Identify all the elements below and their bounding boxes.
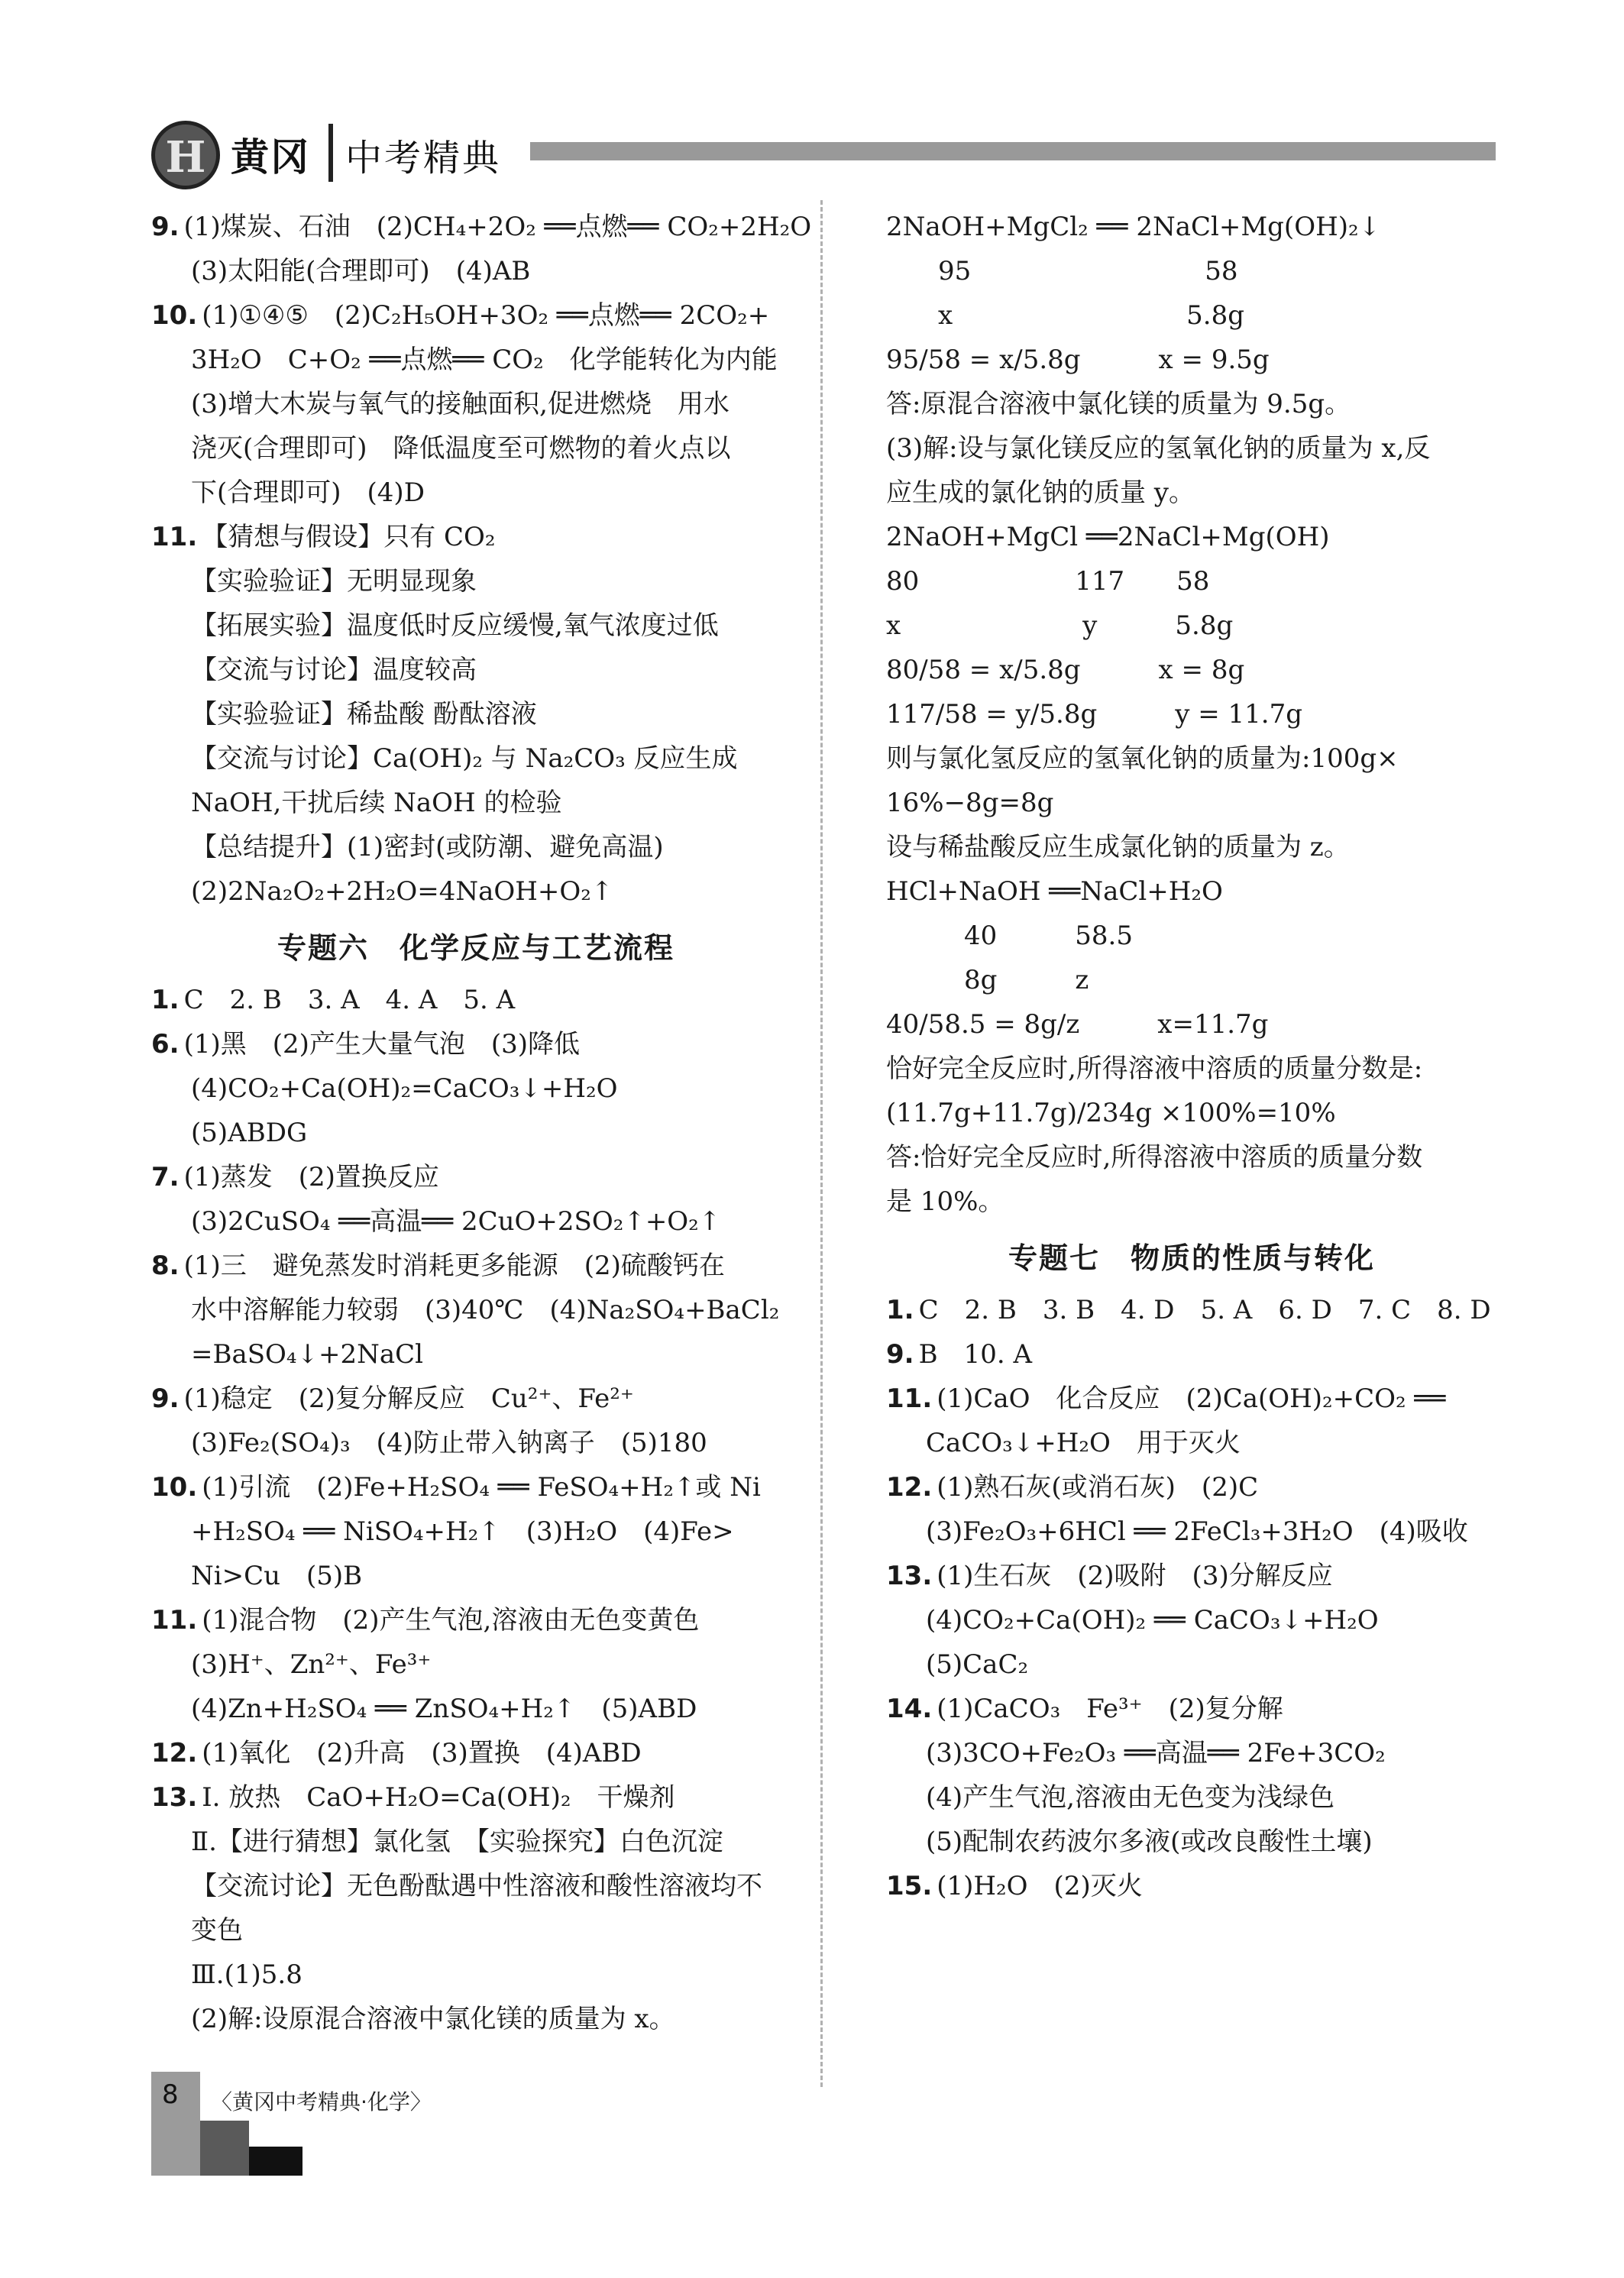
answer-item	[151, 1598, 801, 1642]
answer-text: 2NaOH+MgCl₂ ══ 2NaCl+Mg(OH)₂↓	[886, 212, 1381, 242]
question-number: 11.	[151, 1605, 198, 1636]
answer-line	[886, 603, 1497, 648]
answer-item	[151, 515, 801, 559]
answer-line	[151, 1332, 801, 1377]
question-number: 9.	[886, 1339, 914, 1370]
answer-text: (5)配制农药波尔多液(或改良酸性土壤)	[926, 1827, 1373, 1857]
answer-text: (5)CaC₂	[926, 1649, 1029, 1680]
answer-text: (1)黑 (2)产生大量气泡 (3)降低	[183, 1029, 581, 1060]
logo-letter: H	[165, 132, 206, 183]
answer-text: (1)CaCO₃ Fe³⁺ (2)复分解	[937, 1694, 1283, 1724]
answer-text: 117/58 = y/5.8g y = 11.7g	[886, 699, 1302, 730]
answer-column-left	[151, 205, 812, 2041]
footer-block-dark	[249, 2147, 302, 2176]
answer-line	[151, 559, 801, 603]
answer-text: (5)ABDG	[191, 1118, 308, 1148]
answer-text: 95 58	[886, 256, 1238, 286]
answer-line	[151, 1554, 801, 1598]
answer-text: (3)解:设与氯化镁反应的氢氧化钠的质量为 x,反	[886, 433, 1431, 464]
answer-text: Ni>Cu (5)B	[191, 1561, 363, 1591]
answer-line	[151, 1199, 801, 1244]
answer-text: B 10. A	[918, 1339, 1032, 1370]
answer-text: x y 5.8g	[886, 610, 1234, 641]
answer-text: 【交流与讨论】Ca(OH)₂ 与 Na₂CO₃ 反应生成	[191, 743, 738, 774]
answer-item	[886, 1687, 1497, 1731]
answer-text: (1)①④⑤ (2)C₂H₅OH+3O₂ ══点燃══ 2CO₂+	[202, 300, 770, 331]
answer-text: 设与稀盐酸反应生成氯化钠的质量为 z。	[886, 832, 1350, 862]
question-number: 13.	[151, 1782, 198, 1813]
answer-text: 【交流与讨论】温度较高	[191, 655, 477, 685]
answer-line	[886, 825, 1497, 869]
answer-text: (4)产生气泡,溶液由无色变为浅绿色	[926, 1782, 1334, 1813]
answer-line	[151, 1864, 801, 1908]
answer-text: (3)3CO+Fe₂O₃ ══高温══ 2Fe+3CO₂	[926, 1738, 1386, 1768]
answer-text: 95/58 = x/5.8g x = 9.5g	[886, 345, 1270, 375]
question-number: 14.	[886, 1694, 933, 1724]
question-number: 11.	[886, 1383, 933, 1414]
question-number: 9.	[151, 212, 180, 242]
answer-text: NaOH,干扰后续 NaOH 的检验	[191, 788, 562, 818]
question-number: 12.	[886, 1472, 933, 1503]
answer-text: (1)三 避免蒸发时消耗更多能源 (2)硫酸钙在	[183, 1251, 725, 1281]
answer-text: 16%−8g=8g	[886, 788, 1054, 818]
answer-text: (1)H₂O (2)灭火	[937, 1871, 1143, 1901]
answer-text: (1)稳定 (2)复分解反应 Cu²⁺、Fe²⁺	[183, 1383, 634, 1414]
section-heading: 专题七 物质的性质与转化	[1008, 1241, 1375, 1275]
answer-line	[151, 1288, 801, 1332]
footer-book-title: 〈黄冈中考精典·化学〉	[211, 2089, 432, 2115]
answer-line	[886, 1642, 1497, 1687]
answer-line	[886, 1598, 1497, 1642]
answer-text: 变色	[191, 1915, 243, 1946]
header-rule	[530, 142, 1496, 160]
answer-line	[886, 648, 1497, 692]
answer-line	[151, 1421, 801, 1465]
answer-line	[151, 471, 801, 515]
brand-name: 黄冈	[231, 135, 310, 180]
answer-line	[151, 781, 801, 825]
answer-text: CaCO₃↓+H₂O 用于灭火	[926, 1428, 1241, 1458]
answer-text: (1)熟石灰(或消石灰) (2)C	[937, 1472, 1259, 1503]
answer-text: 下(合理即可) (4)D	[191, 477, 425, 508]
answer-text: (3)H⁺、Zn²⁺、Fe³⁺	[191, 1649, 432, 1680]
answer-line	[886, 781, 1497, 825]
answer-text: (2)2Na₂O₂+2H₂O=4NaOH+O₂↑	[191, 876, 613, 907]
answer-text: (1)煤炭、石油 (2)CH₄+2O₂ ══点燃══ CO₂+2H₂O	[183, 212, 812, 242]
answer-text: Ⅱ.【进行猜想】氯化氢 【实验探究】白色沉淀	[191, 1827, 723, 1857]
answer-text: Ⅲ.(1)5.8	[191, 1959, 302, 1990]
answer-text: 2NaOH+MgCl ══2NaCl+Mg(OH)	[886, 522, 1330, 552]
answer-line	[886, 1731, 1497, 1775]
answer-line	[151, 426, 801, 471]
answer-text: (1)生石灰 (2)吸附 (3)分解反应	[937, 1561, 1333, 1591]
answer-item	[151, 1022, 801, 1066]
answer-line	[886, 426, 1497, 471]
answer-text: 80 117 58	[886, 566, 1210, 597]
question-number: 13.	[886, 1561, 933, 1591]
question-number: 6.	[151, 1029, 180, 1060]
question-number: 10.	[151, 300, 198, 331]
question-number: 15.	[886, 1871, 933, 1901]
answer-line	[151, 1066, 801, 1111]
answer-text: 40 58.5	[886, 921, 1133, 951]
answer-text: (4)Zn+H₂SO₄ ══ ZnSO₄+H₂↑ (5)ABD	[191, 1694, 697, 1724]
page-number: 8	[162, 2079, 179, 2110]
answer-text: 【总结提升】(1)密封(或防潮、避免高温)	[191, 832, 664, 862]
answer-line	[151, 249, 801, 293]
answer-line	[886, 249, 1497, 293]
answer-text: C 2. B 3. A 4. A 5. A	[183, 985, 516, 1015]
answer-item	[886, 1377, 1497, 1421]
answer-line	[886, 293, 1497, 338]
answer-item	[151, 1377, 801, 1421]
answer-item	[151, 1731, 801, 1775]
answer-line	[151, 1687, 801, 1731]
answer-line	[886, 338, 1497, 382]
answer-line	[151, 1908, 801, 1953]
question-number: 7.	[151, 1162, 180, 1192]
question-number: 1.	[151, 985, 180, 1015]
answer-text: (3)Fe₂O₃+6HCl ══ 2FeCl₃+3H₂O (4)吸收	[926, 1516, 1468, 1547]
answer-line	[151, 1953, 801, 1997]
answer-line	[151, 869, 801, 914]
answer-line	[886, 1775, 1497, 1820]
answer-line	[151, 1509, 801, 1554]
answer-text: 40/58.5 = 8g/z x=11.7g	[886, 1009, 1269, 1040]
answer-text: (4)CO₂+Ca(OH)₂=CaCO₃↓+H₂O	[191, 1073, 618, 1104]
brand-logo-icon	[151, 121, 220, 189]
answer-line	[886, 515, 1497, 559]
footer-block-mid	[200, 2121, 249, 2176]
question-number: 10.	[151, 1472, 198, 1503]
answer-line	[886, 736, 1497, 781]
answer-item	[886, 1864, 1497, 1908]
column-divider	[820, 200, 823, 2087]
answer-line	[886, 559, 1497, 603]
answer-item	[151, 1465, 801, 1509]
answer-text: 是 10%。	[886, 1186, 1004, 1217]
answer-line	[886, 958, 1497, 1002]
answer-text: (3)太阳能(合理即可) (4)AB	[191, 256, 531, 286]
answer-item	[151, 293, 801, 338]
answer-line	[151, 1820, 801, 1864]
answer-line	[151, 1997, 801, 2041]
answer-line	[886, 1091, 1497, 1135]
answer-item	[151, 205, 812, 249]
answer-text: 【猜想与假设】只有 CO₂	[202, 522, 496, 552]
answer-line	[886, 869, 1497, 914]
answer-text: (1)引流 (2)Fe+H₂SO₄ ══ FeSO₄+H₂↑或 Ni	[202, 1472, 761, 1503]
answer-line	[151, 603, 801, 648]
answer-text: x 5.8g	[886, 300, 1245, 331]
question-number: 1.	[886, 1295, 914, 1325]
answer-item	[886, 1332, 1497, 1377]
answer-item	[886, 1554, 1497, 1598]
question-number: 9.	[151, 1383, 180, 1414]
section-heading: 专题六 化学反应与工艺流程	[277, 931, 675, 965]
answer-text: 【拓展实验】温度低时反应缓慢,氧气浓度过低	[191, 610, 719, 641]
answer-item	[151, 1244, 801, 1288]
brand-separator	[328, 124, 333, 182]
answer-item	[151, 1155, 801, 1199]
answer-line	[151, 736, 801, 781]
answer-text: (1)CaO 化合反应 (2)Ca(OH)₂+CO₂ ══	[937, 1383, 1446, 1414]
answer-text: 则与氯化氢反应的氢氧化钠的质量为:100g×	[886, 743, 1399, 774]
series-title: 中考精典	[345, 137, 502, 180]
answer-text: HCl+NaOH ══NaCl+H₂O	[886, 876, 1223, 907]
answer-line	[886, 382, 1497, 426]
answer-text: Ⅰ. 放热 CaO+H₂O=Ca(OH)₂ 干燥剂	[202, 1782, 675, 1813]
answer-line	[151, 338, 801, 382]
answer-text: 恰好完全反应时,所得溶液中溶质的质量分数是:	[886, 1053, 1423, 1084]
answer-text: 【实验验证】无明显现象	[191, 566, 477, 597]
answer-text: 浇灭(合理即可) 降低温度至可燃物的着火点以	[191, 433, 731, 464]
answer-text: 8g z	[886, 965, 1089, 995]
answer-line	[886, 471, 1497, 515]
answer-column-right	[886, 205, 1497, 1908]
answer-text: 【交流讨论】无色酚酞遇中性溶液和酸性溶液均不	[191, 1871, 762, 1901]
answer-text: (1)氧化 (2)升高 (3)置换 (4)ABD	[202, 1738, 642, 1768]
answer-text: 80/58 = x/5.8g x = 8g	[886, 655, 1245, 685]
answer-text: 3H₂O C+O₂ ══点燃══ CO₂ 化学能转化为内能	[191, 345, 778, 375]
answer-item	[151, 978, 801, 1022]
answer-item	[886, 1465, 1497, 1509]
answer-line	[886, 914, 1497, 958]
answer-text: (3)Fe₂(SO₄)₃ (4)防止带入钠离子 (5)180	[191, 1428, 707, 1458]
question-number: 11.	[151, 522, 198, 552]
answer-text: 答:恰好完全反应时,所得溶液中溶质的质量分数	[886, 1142, 1423, 1173]
answer-text: C 2. B 3. B 4. D 5. A 6. D 7. C 8. D	[918, 1295, 1491, 1325]
answer-line	[151, 1111, 801, 1155]
answer-line	[886, 692, 1497, 736]
answer-text: (3)增大木炭与氧气的接触面积,促进燃烧 用水	[191, 389, 730, 419]
answer-line	[151, 382, 801, 426]
question-number: 8.	[151, 1251, 180, 1281]
answer-text: =BaSO₄↓+2NaCl	[191, 1339, 424, 1370]
answer-line	[886, 1135, 1497, 1179]
answer-text: 【实验验证】稀盐酸 酚酞溶液	[191, 699, 537, 730]
answer-line	[886, 1002, 1497, 1047]
answer-text: (2)解:设原混合溶液中氯化镁的质量为 x。	[191, 2004, 675, 2034]
answer-line	[151, 648, 801, 692]
answer-item	[151, 1775, 801, 1820]
answer-line	[151, 1642, 801, 1687]
answer-line	[151, 825, 801, 869]
answer-text: 水中溶解能力较弱 (3)40℃ (4)Na₂SO₄+BaCl₂	[191, 1295, 780, 1325]
answer-text: (3)2CuSO₄ ══高温══ 2CuO+2SO₂↑+O₂↑	[191, 1206, 721, 1237]
page-header	[151, 116, 1496, 185]
answer-text: 应生成的氯化钠的质量 y。	[886, 477, 1195, 508]
answer-text: 答:原混合溶液中氯化镁的质量为 9.5g。	[886, 389, 1351, 419]
answer-line	[151, 692, 801, 736]
answer-line	[886, 205, 1497, 249]
answer-text: +H₂SO₄ ══ NiSO₄+H₂↑ (3)H₂O (4)Fe>	[191, 1516, 734, 1547]
answer-line	[886, 1509, 1497, 1554]
answer-line	[886, 1820, 1497, 1864]
answer-line	[886, 1179, 1497, 1224]
answer-text: (4)CO₂+Ca(OH)₂ ══ CaCO₃↓+H₂O	[926, 1605, 1379, 1636]
answer-line	[886, 1047, 1497, 1091]
answer-line	[886, 1421, 1497, 1465]
answer-text: (1)蒸发 (2)置换反应	[183, 1162, 439, 1192]
answer-text: (11.7g+11.7g)/234g ×100%=10%	[886, 1098, 1336, 1128]
answer-text: (1)混合物 (2)产生气泡,溶液由无色变黄色	[202, 1605, 700, 1636]
question-number: 12.	[151, 1738, 198, 1768]
answer-item	[886, 1288, 1497, 1332]
